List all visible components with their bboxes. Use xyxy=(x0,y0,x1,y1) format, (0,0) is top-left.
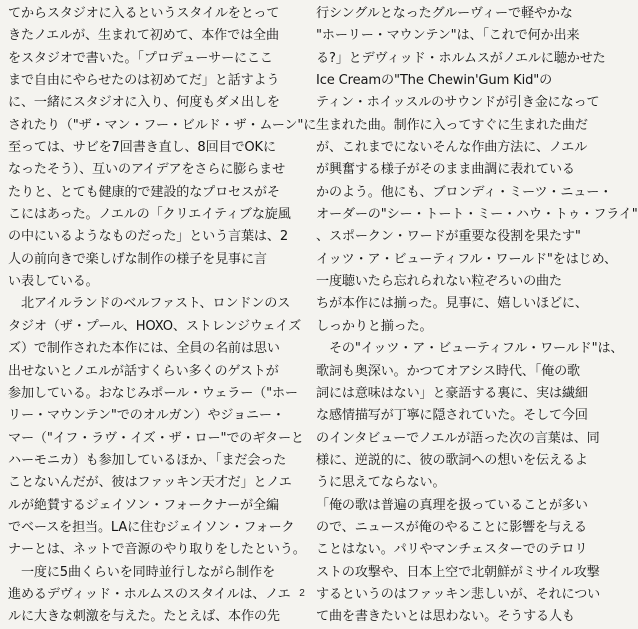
text-line: ズ）で制作された本作には、全員の名前は思い xyxy=(8,341,280,357)
text-line: かのよう。他にも、ブロンディ・ミーツ・ニュー・ xyxy=(316,184,613,200)
text-line: 至っては、サビを7回書き直し、8回目でOKに xyxy=(8,140,276,156)
text-line: なったそう）、互いのアイデアをさらに膨らませ xyxy=(8,162,286,178)
text-line: 行シングルとなったグルーヴィーで軽やかな xyxy=(316,6,573,21)
text-line: が、これまでにないそんな作曲方法に、ノエル xyxy=(316,140,588,156)
text-line: "ホーリー・マウンテン"は、「これで何か出来 xyxy=(316,28,580,44)
text-line: されたり（"ザ・マン・フー・ビルド・ザ・ムーン"に xyxy=(8,117,317,133)
text-line: タジオ（ザ・プール、HOXO、ストレンジウェイズ xyxy=(8,318,302,334)
text-line: て曲を書きたいとは思わない。そうする人も xyxy=(316,609,575,625)
text-line: ストの攻撃や、日本上空で北朝鮮がミサイル攻撃 xyxy=(316,564,600,580)
text-line: ことないんだが、彼はファッキン天才だ」とノエ xyxy=(8,475,292,491)
text-line: ルに大きな刺激を与えた。たとえば、本作の先 xyxy=(8,609,280,625)
text-line: たりと、とても健康的で建設的なプロセスがそ xyxy=(8,184,280,200)
text-line: をスタジオで書いた。「プロデューサーにここ xyxy=(8,50,273,66)
text-line: マー（"イフ・ラヴ・イズ・ザ・ロー"でのギターと xyxy=(8,430,304,446)
text-line: 生まれた曲。制作に入ってすぐに生まれた曲だ xyxy=(316,117,588,133)
text-line: オーダーの"シー・トート・ミー・ハウ・トゥ・フライ" xyxy=(316,207,638,223)
text-line: ちが本作には揃った。見事に、嬉しいほどに、 xyxy=(316,296,588,312)
text-line: が興奮する様子がそのまま曲調に表れている xyxy=(316,162,575,178)
text-line: のインタビューでノエルが語った次の言葉は、同 xyxy=(316,430,600,446)
text-line: ルが絶賛するジェイソン・フォークナーが全編 xyxy=(8,497,279,513)
text-line: 出せないとノエルが話すくらい多くのゲストが xyxy=(8,363,279,379)
text-line: リー・マウンテン"でのオルガン）やジョニー・ xyxy=(8,408,285,424)
text-line: ことはない。パリやマンチェスターでのテロリ xyxy=(316,542,588,558)
text-line: 「俺の歌は普遍の真理を扱っていることが多い xyxy=(316,497,588,513)
text-line: 詞には意味はない」と豪語する裏に、実は繊細 xyxy=(316,385,588,401)
text-line: きたノエルが、生まれて初めて、本作では全曲 xyxy=(8,28,279,44)
text-line: うに思えてならない。 xyxy=(316,475,446,491)
text-line: い表している。 xyxy=(8,274,99,290)
text-line: 一度に5曲くらいを同時並行しながら制作を xyxy=(8,564,276,580)
text-line: その"イッツ・ア・ビューティフル・ワールド"は、 xyxy=(316,341,624,357)
text-line: な感情描写が丁寧に隠されていた。そして今回 xyxy=(316,408,588,424)
text-line: ティン・ホイッスルのサウンドが引き金になって xyxy=(316,95,600,111)
text-line: 一度聴いたら忘れられない粒ぞろいの曲た xyxy=(316,274,562,290)
text-line: ハーモニカ）も参加しているほか、「まだ会った xyxy=(8,452,287,468)
text-line: Ice Creamの"The Chewin'Gum Kid"の xyxy=(316,73,553,89)
page-number: 2 xyxy=(299,588,305,599)
text-line: するというのはファッキン悲しいが、それについ xyxy=(316,586,601,602)
text-line: 北アイルランドのベルファスト、ロンドンのス xyxy=(8,296,291,312)
right-text-column xyxy=(316,3,638,629)
text-line: 人の前向きで楽しげな制作の様子を見事に言 xyxy=(8,251,267,267)
text-line: の中にいるようなものだった」という言葉は、2 xyxy=(8,229,288,245)
text-line: てからスタジオに入るというスタイルをとって xyxy=(8,6,280,21)
text-line: 様に、逆説的に、彼の歌詞への想いを伝えるよ xyxy=(316,452,588,468)
text-line: 歌詞も奥深い。かつてオアシス時代、「俺の歌 xyxy=(316,363,580,379)
text-line: 進めるデヴィッド・ホルムスのスタイルは、ノエ xyxy=(8,586,291,602)
text-line: 参加している。おなじみポール・ウェラー（"ホー xyxy=(8,385,298,401)
text-line: イッツ・ア・ビューティフル・ワールド"をはじめ、 xyxy=(316,251,617,267)
text-line: ので、ニュースが俺のやることに影響を与える xyxy=(316,519,587,535)
text-line: る?」とデヴィッド・ホルムスがノエルに聴かせた xyxy=(316,50,606,66)
text-line: に、一緒にスタジオに入り、何度もダメ出しを xyxy=(8,95,280,111)
text-line: でベースを担当。LAに住むジェイソン・フォーク xyxy=(8,519,295,535)
text-line: ナーとは、ネットで音源のやり取りをしたという。 xyxy=(8,542,306,558)
text-line: まで自由にやらせたのは初めてだ」と話すよう xyxy=(8,73,280,89)
left-text-column xyxy=(8,3,317,629)
text-line: しっかりと揃った。 xyxy=(316,318,433,334)
text-line: 、スポークン・ワードが重要な役割を果たす" xyxy=(316,229,581,245)
text-line: こにはあった。ノエルの「クリエイティブな旋風 xyxy=(8,207,291,223)
